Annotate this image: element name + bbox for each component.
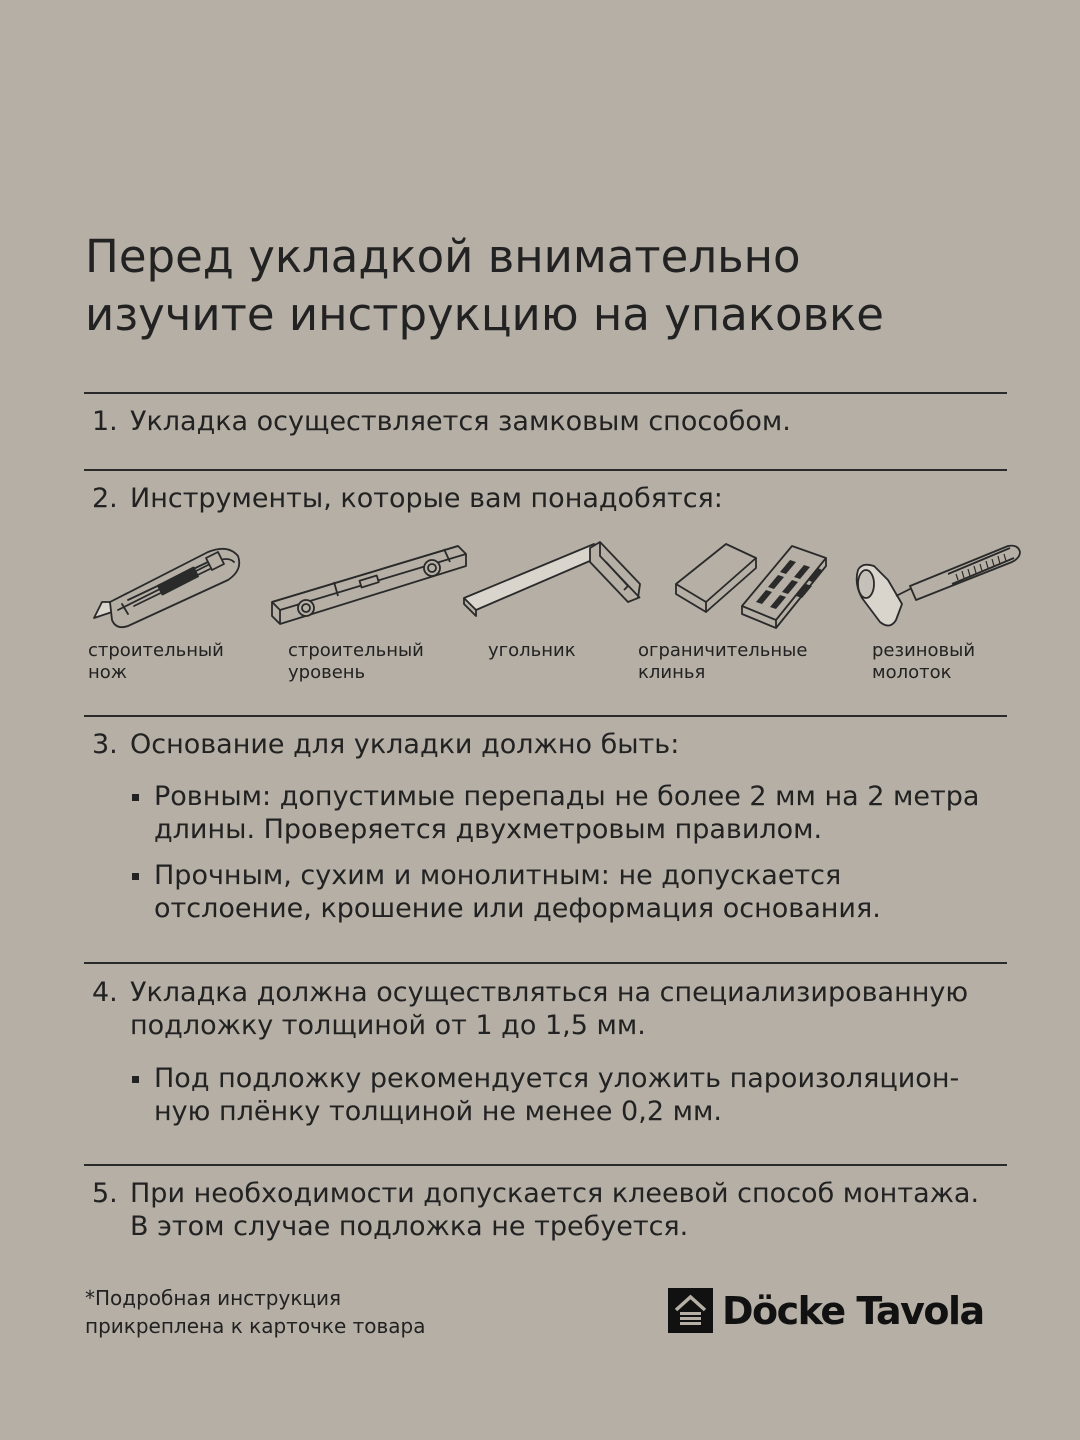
divider (84, 962, 1007, 964)
house-logo-icon (668, 1288, 713, 1333)
step-2-number: 2. (92, 483, 118, 514)
utility-knife-icon (88, 540, 243, 630)
brand-name: Döcke Tavola (722, 1289, 984, 1333)
step-4-bullet-1-line-1: Под подложку рекомендуется уложить пароизоляцион- (154, 1063, 960, 1094)
page-title (85, 228, 1025, 344)
spirit-level-icon (268, 540, 470, 630)
tool-caption-level: строительный уровень (288, 640, 424, 683)
tool-caption-knife: строительный нож (88, 640, 224, 683)
step-3-bullet-2-line-2: отслоение, крошение или деформация основания. (154, 893, 881, 924)
footnote-line-2: прикреплена к карточке товара (85, 1314, 426, 1338)
step-5-line-2: В этом случае подложка не требуется. (130, 1211, 689, 1242)
footnote-line-1: *Подробная инструкция (85, 1286, 342, 1310)
divider (84, 715, 1007, 717)
bullet-marker (132, 794, 139, 801)
tool-caption-mallet: резиновый молоток (872, 640, 976, 683)
step-1-number: 1. (92, 406, 118, 437)
step-2-text: Инструменты, которые вам понадобятся: (130, 483, 723, 514)
spacer-wedges-icon (672, 540, 832, 630)
step-3-number: 3. (92, 729, 118, 760)
step-3-bullet-1-line-2: длины. Проверяется двухметровым правилом. (154, 814, 823, 845)
divider (84, 392, 1007, 394)
title-line-2: изучите инструкцию на упаковке (85, 288, 884, 341)
bullet-marker (132, 1076, 139, 1083)
divider (84, 469, 1007, 471)
bullet-marker (132, 873, 139, 880)
try-square-icon (460, 540, 645, 630)
tool-caption-wedges: ограничительные клинья (638, 640, 808, 683)
title-line-1: Перед укладкой внимательно (85, 230, 801, 283)
step-3-bullet-1-line-1: Ровным: допустимые перепады не более 2 мм на 2 метра (154, 781, 980, 812)
step-4-line-1: Укладка должна осуществляться на специализированную (130, 977, 969, 1008)
brand-logo (668, 1288, 1013, 1336)
step-3-text: Основание для укладки должно быть: (130, 729, 680, 760)
step-4-number: 4. (92, 977, 118, 1008)
step-5-number: 5. (92, 1178, 118, 1209)
step-5-line-1: При необходимости допускается клеевой способ монтажа. (130, 1178, 980, 1209)
tool-caption-square: угольник (488, 640, 576, 661)
step-3-bullet-2-line-1: Прочным, сухим и монолитным: не допускается (154, 860, 842, 891)
step-4-line-2: подложку толщиной от 1 до 1,5 мм. (130, 1010, 646, 1041)
divider (84, 1164, 1007, 1166)
rubber-mallet-icon (852, 540, 1022, 630)
step-1-text: Укладка осуществляется замковым способом. (130, 406, 791, 437)
footnote (85, 1284, 426, 1340)
step-4-bullet-1-line-2: ную плёнку толщиной не менее 0,2 мм. (154, 1096, 722, 1127)
